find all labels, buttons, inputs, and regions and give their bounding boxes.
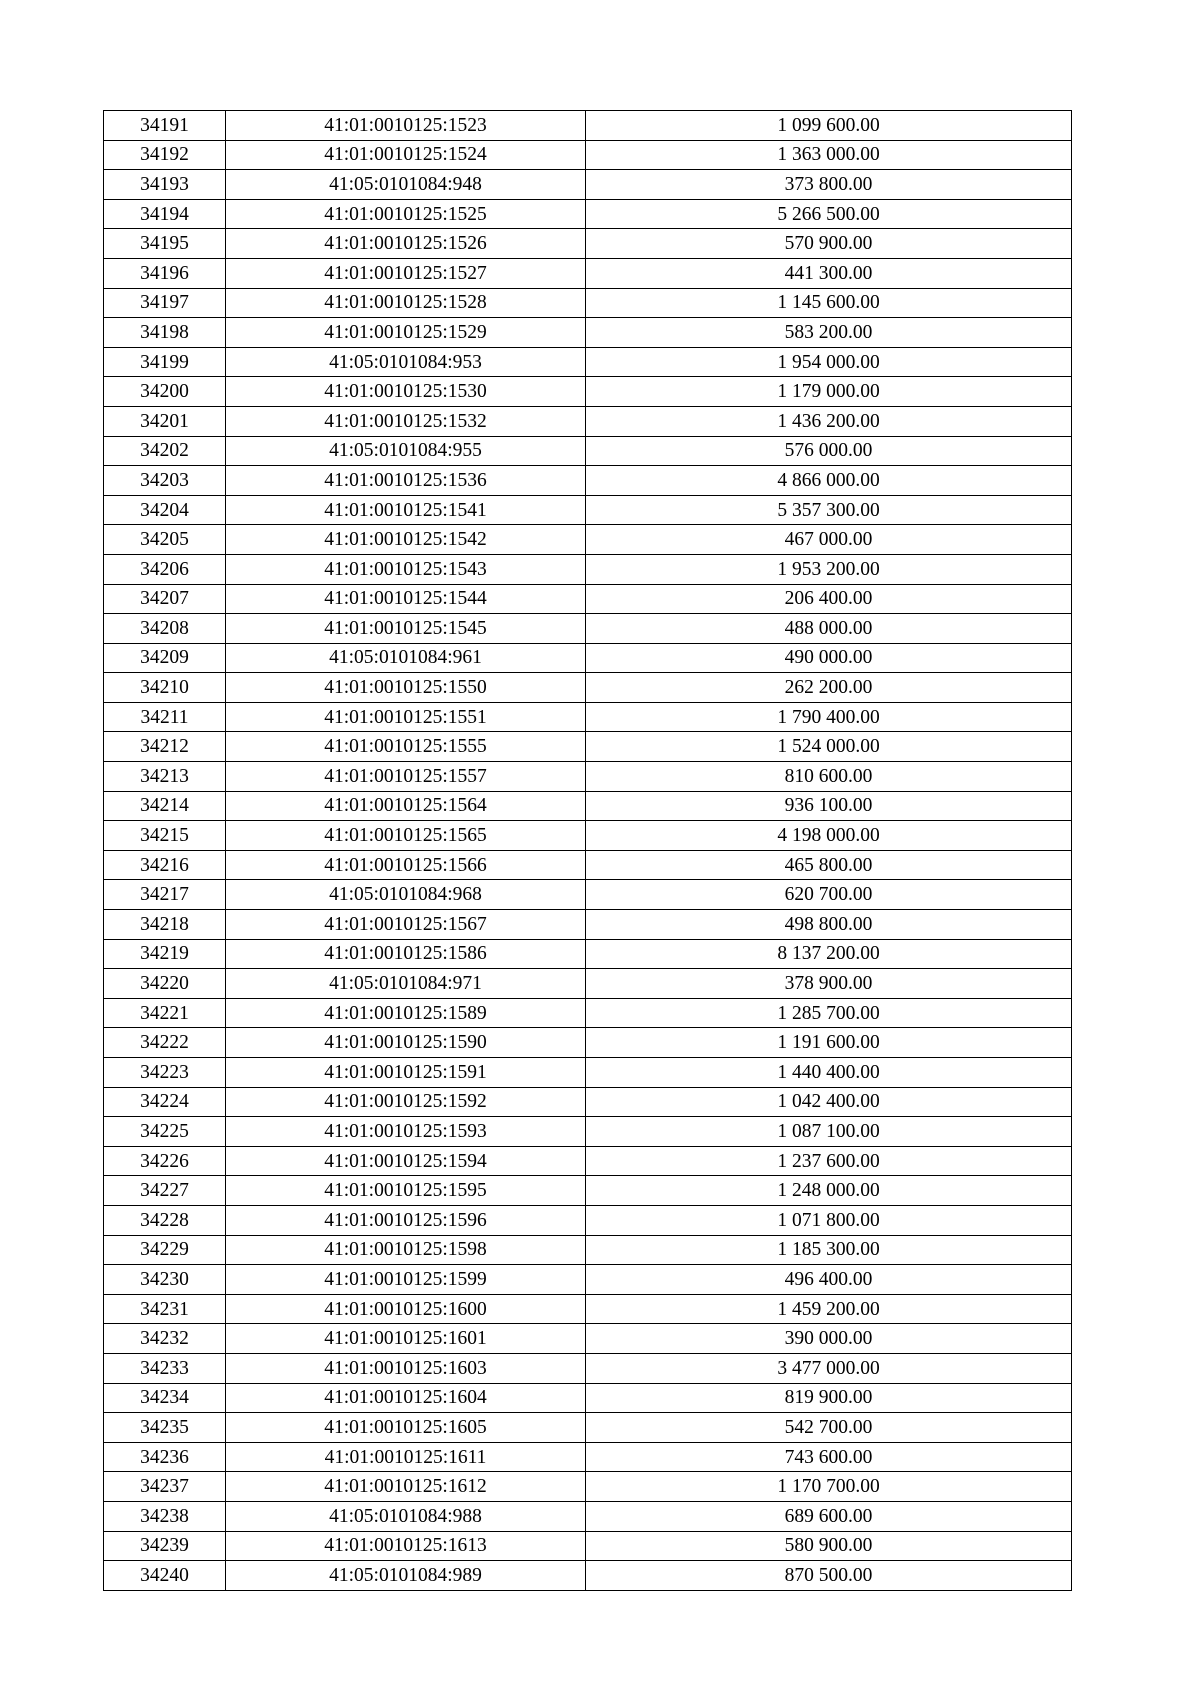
table-row xyxy=(104,199,1072,229)
table-row xyxy=(104,1442,1072,1472)
row-number-cell: 34239 xyxy=(104,1531,226,1561)
table-row xyxy=(104,702,1072,732)
table-row xyxy=(104,111,1072,141)
table-row xyxy=(104,732,1072,762)
row-number-cell: 34234 xyxy=(104,1383,226,1413)
table-row xyxy=(104,998,1072,1028)
cadastral-value-cell: 1 953 200.00 xyxy=(586,554,1072,584)
table-row xyxy=(104,525,1072,555)
cadastral-number-cell: 41:01:0010125:1590 xyxy=(226,1028,586,1058)
cadastral-number-cell: 41:01:0010125:1598 xyxy=(226,1235,586,1265)
cadastral-number-cell: 41:01:0010125:1541 xyxy=(226,495,586,525)
cadastral-number-cell: 41:05:0101084:988 xyxy=(226,1501,586,1531)
cadastral-number-cell: 41:05:0101084:989 xyxy=(226,1561,586,1591)
cadastral-value-cell: 1 954 000.00 xyxy=(586,347,1072,377)
cadastral-value-cell: 496 400.00 xyxy=(586,1265,1072,1295)
row-number-cell: 34226 xyxy=(104,1146,226,1176)
row-number-cell: 34221 xyxy=(104,998,226,1028)
table-row xyxy=(104,554,1072,584)
table-row xyxy=(104,495,1072,525)
cadastral-number-cell: 41:01:0010125:1567 xyxy=(226,910,586,940)
cadastral-number-cell: 41:01:0010125:1524 xyxy=(226,140,586,170)
row-number-cell: 34230 xyxy=(104,1265,226,1295)
cadastral-value-cell: 498 800.00 xyxy=(586,910,1072,940)
row-number-cell: 34200 xyxy=(104,377,226,407)
cadastral-value-cell: 1 248 000.00 xyxy=(586,1176,1072,1206)
cadastral-number-cell: 41:01:0010125:1603 xyxy=(226,1353,586,1383)
cadastral-number-cell: 41:01:0010125:1555 xyxy=(226,732,586,762)
table-row xyxy=(104,1176,1072,1206)
table-row xyxy=(104,229,1072,259)
cadastral-number-cell: 41:01:0010125:1596 xyxy=(226,1205,586,1235)
table-row xyxy=(104,436,1072,466)
cadastral-number-cell: 41:01:0010125:1604 xyxy=(226,1383,586,1413)
cadastral-number-cell: 41:01:0010125:1586 xyxy=(226,939,586,969)
cadastral-value-cell: 620 700.00 xyxy=(586,880,1072,910)
cadastral-value-cell: 373 800.00 xyxy=(586,170,1072,200)
table-row xyxy=(104,1087,1072,1117)
row-number-cell: 34192 xyxy=(104,140,226,170)
cadastral-value-cell: 1 191 600.00 xyxy=(586,1028,1072,1058)
cadastral-number-cell: 41:01:0010125:1551 xyxy=(226,702,586,732)
cadastral-number-cell: 41:01:0010125:1527 xyxy=(226,258,586,288)
row-number-cell: 34206 xyxy=(104,554,226,584)
row-number-cell: 34193 xyxy=(104,170,226,200)
table-row xyxy=(104,288,1072,318)
cadastral-value-cell: 5 266 500.00 xyxy=(586,199,1072,229)
cadastral-number-cell: 41:01:0010125:1529 xyxy=(226,318,586,348)
row-number-cell: 34218 xyxy=(104,910,226,940)
table-row xyxy=(104,1324,1072,1354)
row-number-cell: 34210 xyxy=(104,673,226,703)
cadastral-number-cell: 41:01:0010125:1589 xyxy=(226,998,586,1028)
row-number-cell: 34214 xyxy=(104,791,226,821)
row-number-cell: 34204 xyxy=(104,495,226,525)
row-number-cell: 34232 xyxy=(104,1324,226,1354)
row-number-cell: 34209 xyxy=(104,643,226,673)
cadastral-value-cell: 810 600.00 xyxy=(586,762,1072,792)
cadastral-value-cell: 4 866 000.00 xyxy=(586,466,1072,496)
table-row xyxy=(104,880,1072,910)
cadastral-number-cell: 41:05:0101084:953 xyxy=(226,347,586,377)
row-number-cell: 34223 xyxy=(104,1058,226,1088)
table-body xyxy=(104,111,1072,1591)
table-row xyxy=(104,170,1072,200)
cadastral-number-cell: 41:01:0010125:1530 xyxy=(226,377,586,407)
row-number-cell: 34237 xyxy=(104,1472,226,1502)
cadastral-number-cell: 41:01:0010125:1532 xyxy=(226,406,586,436)
cadastral-value-cell: 1 436 200.00 xyxy=(586,406,1072,436)
cadastral-value-cell: 1 042 400.00 xyxy=(586,1087,1072,1117)
row-number-cell: 34201 xyxy=(104,406,226,436)
cadastral-number-cell: 41:01:0010125:1564 xyxy=(226,791,586,821)
table-row xyxy=(104,850,1072,880)
table-row xyxy=(104,1472,1072,1502)
cadastral-value-cell: 1 524 000.00 xyxy=(586,732,1072,762)
row-number-cell: 34228 xyxy=(104,1205,226,1235)
cadastral-value-cell: 3 477 000.00 xyxy=(586,1353,1072,1383)
cadastral-value-cell: 743 600.00 xyxy=(586,1442,1072,1472)
cadastral-number-cell: 41:01:0010125:1593 xyxy=(226,1117,586,1147)
row-number-cell: 34199 xyxy=(104,347,226,377)
table-row xyxy=(104,1501,1072,1531)
table-row xyxy=(104,614,1072,644)
table-row xyxy=(104,1265,1072,1295)
cadastral-number-cell: 41:01:0010125:1565 xyxy=(226,821,586,851)
cadastral-number-cell: 41:01:0010125:1523 xyxy=(226,111,586,141)
cadastral-value-cell: 441 300.00 xyxy=(586,258,1072,288)
cadastral-value-cell: 576 000.00 xyxy=(586,436,1072,466)
cadastral-value-cell: 580 900.00 xyxy=(586,1531,1072,1561)
cadastral-value-cell: 1 099 600.00 xyxy=(586,111,1072,141)
cadastral-number-cell: 41:05:0101084:968 xyxy=(226,880,586,910)
cadastral-number-cell: 41:05:0101084:955 xyxy=(226,436,586,466)
row-number-cell: 34203 xyxy=(104,466,226,496)
cadastral-value-cell: 1 087 100.00 xyxy=(586,1117,1072,1147)
row-number-cell: 34227 xyxy=(104,1176,226,1206)
row-number-cell: 34213 xyxy=(104,762,226,792)
row-number-cell: 34240 xyxy=(104,1561,226,1591)
cadastral-number-cell: 41:01:0010125:1599 xyxy=(226,1265,586,1295)
row-number-cell: 34224 xyxy=(104,1087,226,1117)
cadastral-value-cell: 819 900.00 xyxy=(586,1383,1072,1413)
table-row xyxy=(104,791,1072,821)
table-row xyxy=(104,1146,1072,1176)
cadastral-value-cell: 390 000.00 xyxy=(586,1324,1072,1354)
table-row xyxy=(104,762,1072,792)
table-row xyxy=(104,1353,1072,1383)
table-row xyxy=(104,821,1072,851)
table-row xyxy=(104,1413,1072,1443)
row-number-cell: 34238 xyxy=(104,1501,226,1531)
row-number-cell: 34219 xyxy=(104,939,226,969)
cadastral-value-cell: 1 285 700.00 xyxy=(586,998,1072,1028)
cadastral-number-cell: 41:01:0010125:1542 xyxy=(226,525,586,555)
table-row xyxy=(104,406,1072,436)
table-row xyxy=(104,643,1072,673)
cadastral-number-cell: 41:01:0010125:1545 xyxy=(226,614,586,644)
cadastral-number-cell: 41:01:0010125:1601 xyxy=(226,1324,586,1354)
table-row xyxy=(104,584,1072,614)
row-number-cell: 34196 xyxy=(104,258,226,288)
row-number-cell: 34215 xyxy=(104,821,226,851)
table-row xyxy=(104,1117,1072,1147)
cadastral-value-table xyxy=(103,110,1072,1591)
cadastral-number-cell: 41:01:0010125:1566 xyxy=(226,850,586,880)
cadastral-number-cell: 41:05:0101084:948 xyxy=(226,170,586,200)
row-number-cell: 34235 xyxy=(104,1413,226,1443)
cadastral-value-cell: 936 100.00 xyxy=(586,791,1072,821)
cadastral-value-cell: 1 363 000.00 xyxy=(586,140,1072,170)
cadastral-value-cell: 488 000.00 xyxy=(586,614,1072,644)
table-row xyxy=(104,673,1072,703)
table-row xyxy=(104,910,1072,940)
table-row xyxy=(104,140,1072,170)
cadastral-value-cell: 465 800.00 xyxy=(586,850,1072,880)
cadastral-value-cell: 542 700.00 xyxy=(586,1413,1072,1443)
cadastral-number-cell: 41:01:0010125:1544 xyxy=(226,584,586,614)
table-row xyxy=(104,1235,1072,1265)
cadastral-number-cell: 41:01:0010125:1543 xyxy=(226,554,586,584)
table-row xyxy=(104,347,1072,377)
cadastral-number-cell: 41:01:0010125:1612 xyxy=(226,1472,586,1502)
row-number-cell: 34194 xyxy=(104,199,226,229)
cadastral-value-cell: 583 200.00 xyxy=(586,318,1072,348)
cadastral-number-cell: 41:01:0010125:1525 xyxy=(226,199,586,229)
table-row xyxy=(104,466,1072,496)
row-number-cell: 34195 xyxy=(104,229,226,259)
cadastral-value-cell: 1 145 600.00 xyxy=(586,288,1072,318)
cadastral-number-cell: 41:01:0010125:1550 xyxy=(226,673,586,703)
table-row xyxy=(104,1058,1072,1088)
cadastral-number-cell: 41:01:0010125:1600 xyxy=(226,1294,586,1324)
cadastral-number-cell: 41:01:0010125:1595 xyxy=(226,1176,586,1206)
row-number-cell: 34217 xyxy=(104,880,226,910)
cadastral-value-cell: 1 071 800.00 xyxy=(586,1205,1072,1235)
cadastral-value-cell: 870 500.00 xyxy=(586,1561,1072,1591)
row-number-cell: 34212 xyxy=(104,732,226,762)
cadastral-value-cell: 1 237 600.00 xyxy=(586,1146,1072,1176)
cadastral-value-cell: 570 900.00 xyxy=(586,229,1072,259)
table-row xyxy=(104,1205,1072,1235)
table-row xyxy=(104,318,1072,348)
cadastral-number-cell: 41:01:0010125:1591 xyxy=(226,1058,586,1088)
cadastral-number-cell: 41:01:0010125:1528 xyxy=(226,288,586,318)
cadastral-value-cell: 1 440 400.00 xyxy=(586,1058,1072,1088)
cadastral-number-cell: 41:05:0101084:971 xyxy=(226,969,586,999)
cadastral-number-cell: 41:01:0010125:1526 xyxy=(226,229,586,259)
row-number-cell: 34208 xyxy=(104,614,226,644)
cadastral-value-cell: 206 400.00 xyxy=(586,584,1072,614)
cadastral-number-cell: 41:01:0010125:1592 xyxy=(226,1087,586,1117)
row-number-cell: 34207 xyxy=(104,584,226,614)
cadastral-value-cell: 1 179 000.00 xyxy=(586,377,1072,407)
cadastral-value-cell: 8 137 200.00 xyxy=(586,939,1072,969)
cadastral-value-cell: 1 185 300.00 xyxy=(586,1235,1072,1265)
row-number-cell: 34231 xyxy=(104,1294,226,1324)
row-number-cell: 34225 xyxy=(104,1117,226,1147)
table-row xyxy=(104,939,1072,969)
cadastral-value-cell: 262 200.00 xyxy=(586,673,1072,703)
cadastral-value-cell: 467 000.00 xyxy=(586,525,1072,555)
row-number-cell: 34220 xyxy=(104,969,226,999)
row-number-cell: 34222 xyxy=(104,1028,226,1058)
row-number-cell: 34202 xyxy=(104,436,226,466)
cadastral-value-cell: 490 000.00 xyxy=(586,643,1072,673)
cadastral-number-cell: 41:01:0010125:1613 xyxy=(226,1531,586,1561)
table-row xyxy=(104,969,1072,999)
row-number-cell: 34205 xyxy=(104,525,226,555)
cadastral-number-cell: 41:01:0010125:1557 xyxy=(226,762,586,792)
row-number-cell: 34191 xyxy=(104,111,226,141)
cadastral-value-cell: 1 790 400.00 xyxy=(586,702,1072,732)
table-row xyxy=(104,1531,1072,1561)
cadastral-value-cell: 5 357 300.00 xyxy=(586,495,1072,525)
cadastral-number-cell: 41:01:0010125:1605 xyxy=(226,1413,586,1443)
table-row xyxy=(104,1028,1072,1058)
table-row xyxy=(104,1383,1072,1413)
row-number-cell: 34198 xyxy=(104,318,226,348)
cadastral-number-cell: 41:01:0010125:1594 xyxy=(226,1146,586,1176)
cadastral-value-cell: 1 459 200.00 xyxy=(586,1294,1072,1324)
cadastral-value-cell: 378 900.00 xyxy=(586,969,1072,999)
cadastral-value-cell: 689 600.00 xyxy=(586,1501,1072,1531)
row-number-cell: 34233 xyxy=(104,1353,226,1383)
table-row xyxy=(104,1294,1072,1324)
row-number-cell: 34211 xyxy=(104,702,226,732)
cadastral-value-cell: 4 198 000.00 xyxy=(586,821,1072,851)
row-number-cell: 34216 xyxy=(104,850,226,880)
row-number-cell: 34236 xyxy=(104,1442,226,1472)
table-row xyxy=(104,1561,1072,1591)
row-number-cell: 34229 xyxy=(104,1235,226,1265)
cadastral-number-cell: 41:05:0101084:961 xyxy=(226,643,586,673)
cadastral-number-cell: 41:01:0010125:1536 xyxy=(226,466,586,496)
cadastral-number-cell: 41:01:0010125:1611 xyxy=(226,1442,586,1472)
table-row xyxy=(104,377,1072,407)
row-number-cell: 34197 xyxy=(104,288,226,318)
table-row xyxy=(104,258,1072,288)
cadastral-value-cell: 1 170 700.00 xyxy=(586,1472,1072,1502)
